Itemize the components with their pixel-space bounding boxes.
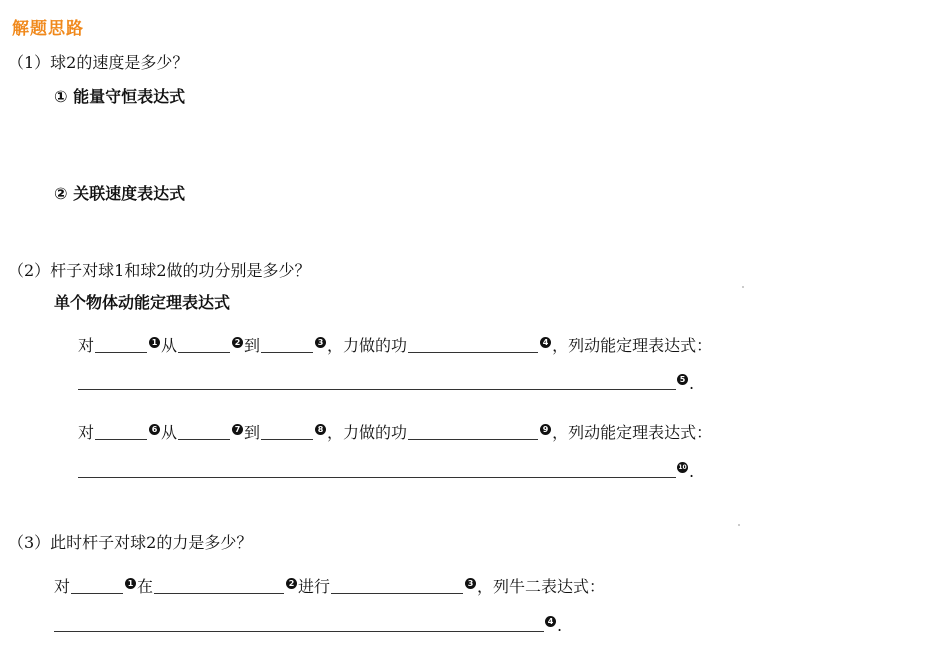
blank-number-badge: 5: [677, 374, 688, 385]
row-text: ，列牛二表达式：: [477, 577, 606, 596]
blank-field[interactable]: [178, 438, 230, 440]
blank-number-badge: 2: [232, 337, 243, 348]
row-text: 对: [78, 336, 95, 355]
q3-answer-line: [54, 616, 562, 635]
blank-number-badge: 8: [315, 424, 326, 435]
blank-number-badge: 6: [149, 424, 160, 435]
blank-field[interactable]: [261, 351, 313, 353]
blank-number-badge: 9: [540, 424, 551, 435]
question-1: （1）球2的速度是多少？: [8, 53, 189, 72]
question-3: （3）此时杆子对球2的力是多少？: [8, 533, 253, 552]
row-text: 从: [161, 336, 178, 355]
blank-field[interactable]: [95, 438, 147, 440]
blank-field[interactable]: [261, 438, 313, 440]
row-text: 在: [137, 577, 154, 596]
row-text: ，力做的功: [327, 336, 408, 355]
row-text: 到: [244, 423, 261, 442]
blank-field[interactable]: [95, 351, 147, 353]
q1-item-related-velocity: ② 关联速度表达式: [54, 184, 186, 203]
blank-field[interactable]: [178, 351, 230, 353]
blank-number-badge: 3: [465, 578, 476, 589]
q2-subheading: 单个物体动能定理表达式: [54, 293, 231, 312]
row-text: ，列动能定理表达式：: [552, 336, 713, 355]
row-text: 从: [161, 423, 178, 442]
period: .: [689, 462, 695, 481]
period: .: [689, 374, 695, 393]
row-text: 到: [244, 336, 261, 355]
row-text: 对: [78, 423, 95, 442]
blank-field[interactable]: [408, 438, 538, 440]
blank-field[interactable]: [78, 388, 676, 390]
blank-number-badge: 1: [149, 337, 160, 348]
period: .: [557, 616, 563, 635]
question-2: （2）杆子对球1和球2做的功分别是多少？: [8, 261, 311, 280]
q3-fill-row: [54, 574, 605, 597]
q1-item-energy-conservation: ① 能量守恒表达式: [54, 87, 186, 106]
q2-answer-line-1: [78, 374, 694, 393]
blank-number-badge: 3: [315, 337, 326, 348]
q2-fill-row-2: [78, 420, 712, 443]
row-text: 对: [54, 577, 71, 596]
row-text: ，列动能定理表达式：: [552, 423, 713, 442]
blank-field[interactable]: [408, 351, 538, 353]
blank-number-badge: 1: [125, 578, 136, 589]
scan-speck: [738, 524, 740, 526]
section-heading: 解题思路: [12, 19, 84, 39]
q2-fill-row-1: [78, 333, 712, 356]
blank-field[interactable]: [331, 592, 463, 594]
blank-field[interactable]: [71, 592, 123, 594]
blank-number-badge: 7: [232, 424, 243, 435]
scan-speck: [742, 286, 744, 288]
row-text: ，力做的功: [327, 423, 408, 442]
q2-answer-line-2: [78, 462, 694, 481]
blank-number-badge: 4: [545, 616, 556, 627]
blank-field[interactable]: [154, 592, 284, 594]
blank-number-badge: 4: [540, 337, 551, 348]
blank-field[interactable]: [78, 476, 676, 478]
row-text: 进行: [298, 577, 331, 596]
blank-number-badge: 10: [678, 464, 687, 471]
blank-field[interactable]: [54, 630, 544, 632]
blank-number-badge: 2: [286, 578, 297, 589]
